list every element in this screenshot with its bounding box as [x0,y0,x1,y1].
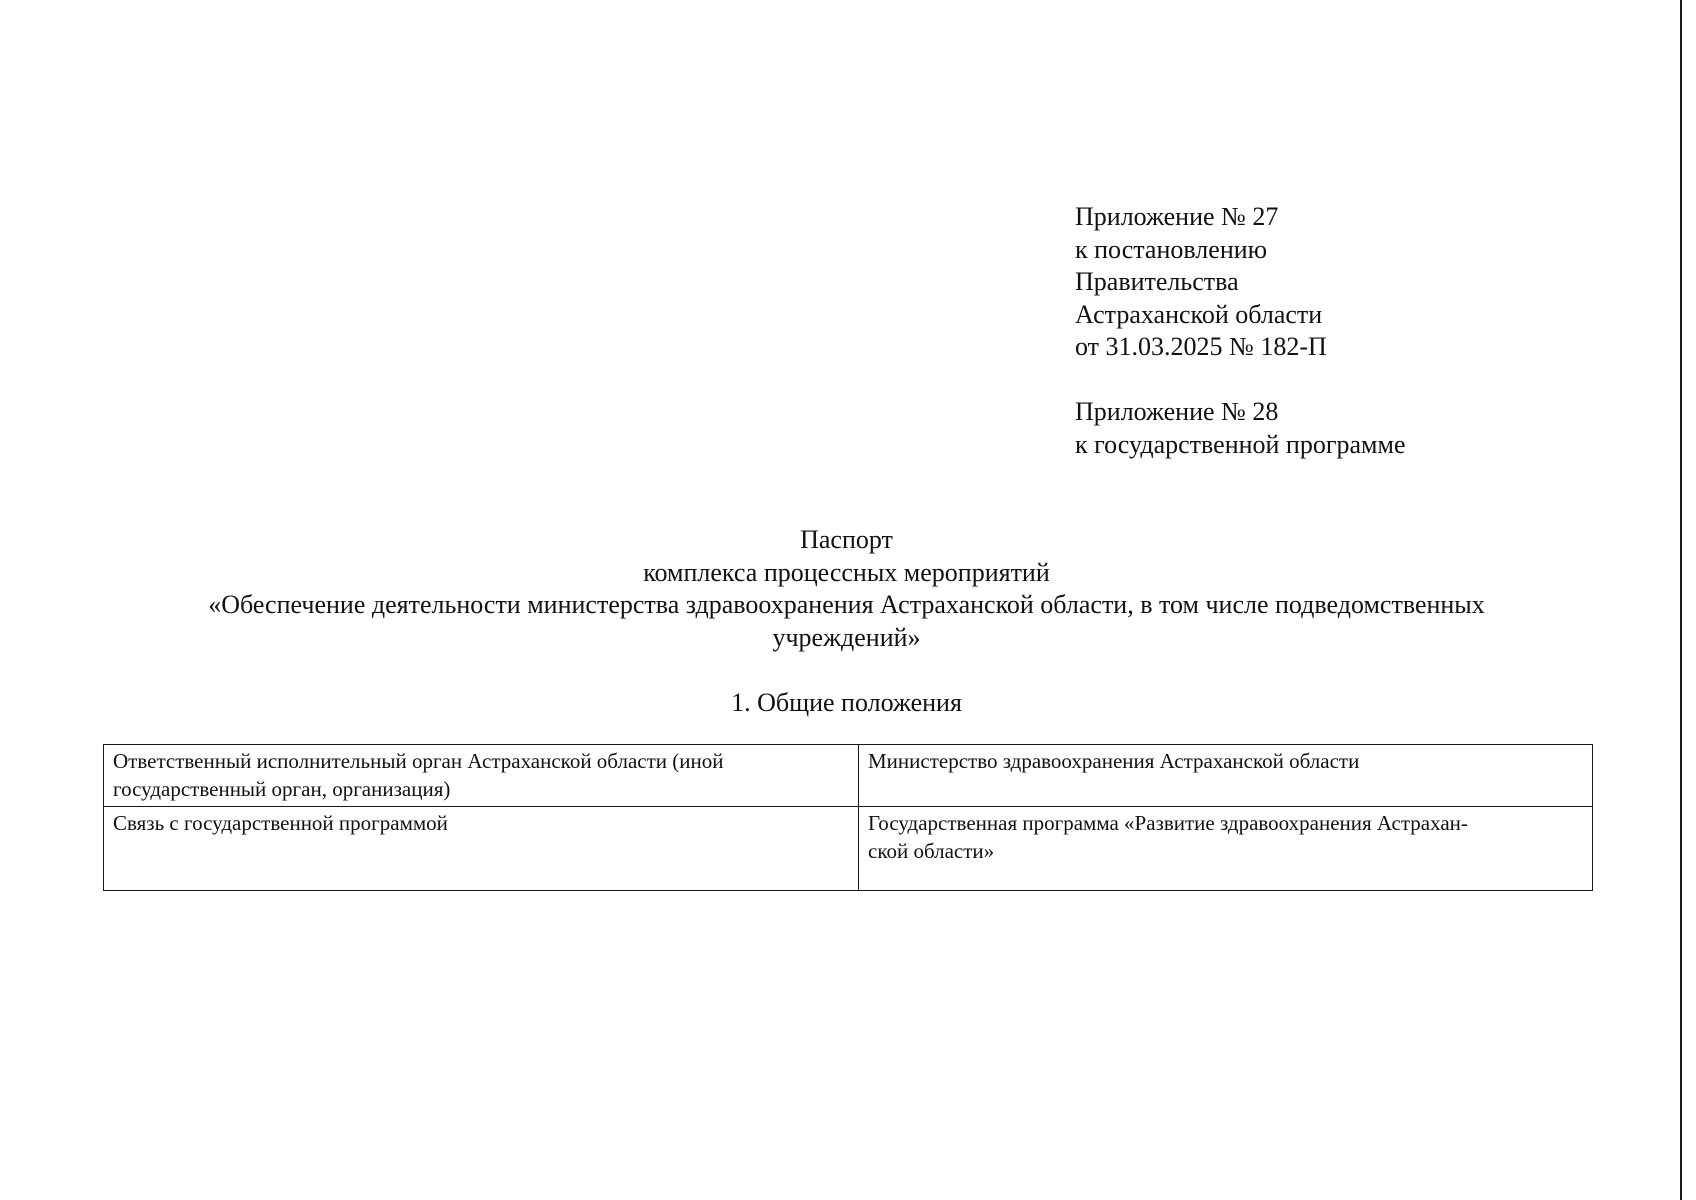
cell-text-line: ской области» [868,839,995,863]
cell-text-line: Связь с государственной программой [113,811,448,835]
cell-text-line: Министерство здравоохранения Астраханской области [868,749,1360,773]
annex-28-block [1075,396,1406,461]
table-row [104,745,1593,807]
heading-line: комплекса процессных мероприятий [643,557,1050,587]
section-title: 1. Общие положения [731,688,962,717]
annex-27-line: Правительства [1075,267,1239,296]
annex-27-line: от 31.03.2025 № 182-П [1075,332,1327,361]
table-cell-value [859,807,1593,891]
annex-28-line: Приложение № 28 [1075,397,1279,426]
cell-text-line: Ответственный исполнительный орган Астраханской области (иной [113,749,724,773]
general-provisions-table [103,744,1593,891]
table-cell-label [104,807,859,891]
annex-27-line: Приложение № 27 [1075,202,1279,231]
page-edge-line [1680,0,1682,1200]
cell-text-line: Государственная программа «Развитие здравоохранения Астрахан- [868,811,1468,835]
annex-28-line: к государственной программе [1075,429,1406,459]
heading-line: Паспорт [800,525,893,554]
document-heading [120,524,1573,654]
heading-line: учреждений» [772,622,921,652]
annex-27-line: к постановлению [1075,234,1268,264]
table-cell-label [104,745,859,807]
heading-line: «Обеспечение деятельности министерства здравоохранения Астраханской области, в том числе подведомственных [208,590,1485,619]
table-cell-value [859,745,1593,807]
annex-27-line: Астраханской области [1075,299,1323,329]
annex-27-block [1075,201,1327,364]
table-row [104,807,1593,891]
cell-text-line: государственный орган, организация) [113,777,451,801]
